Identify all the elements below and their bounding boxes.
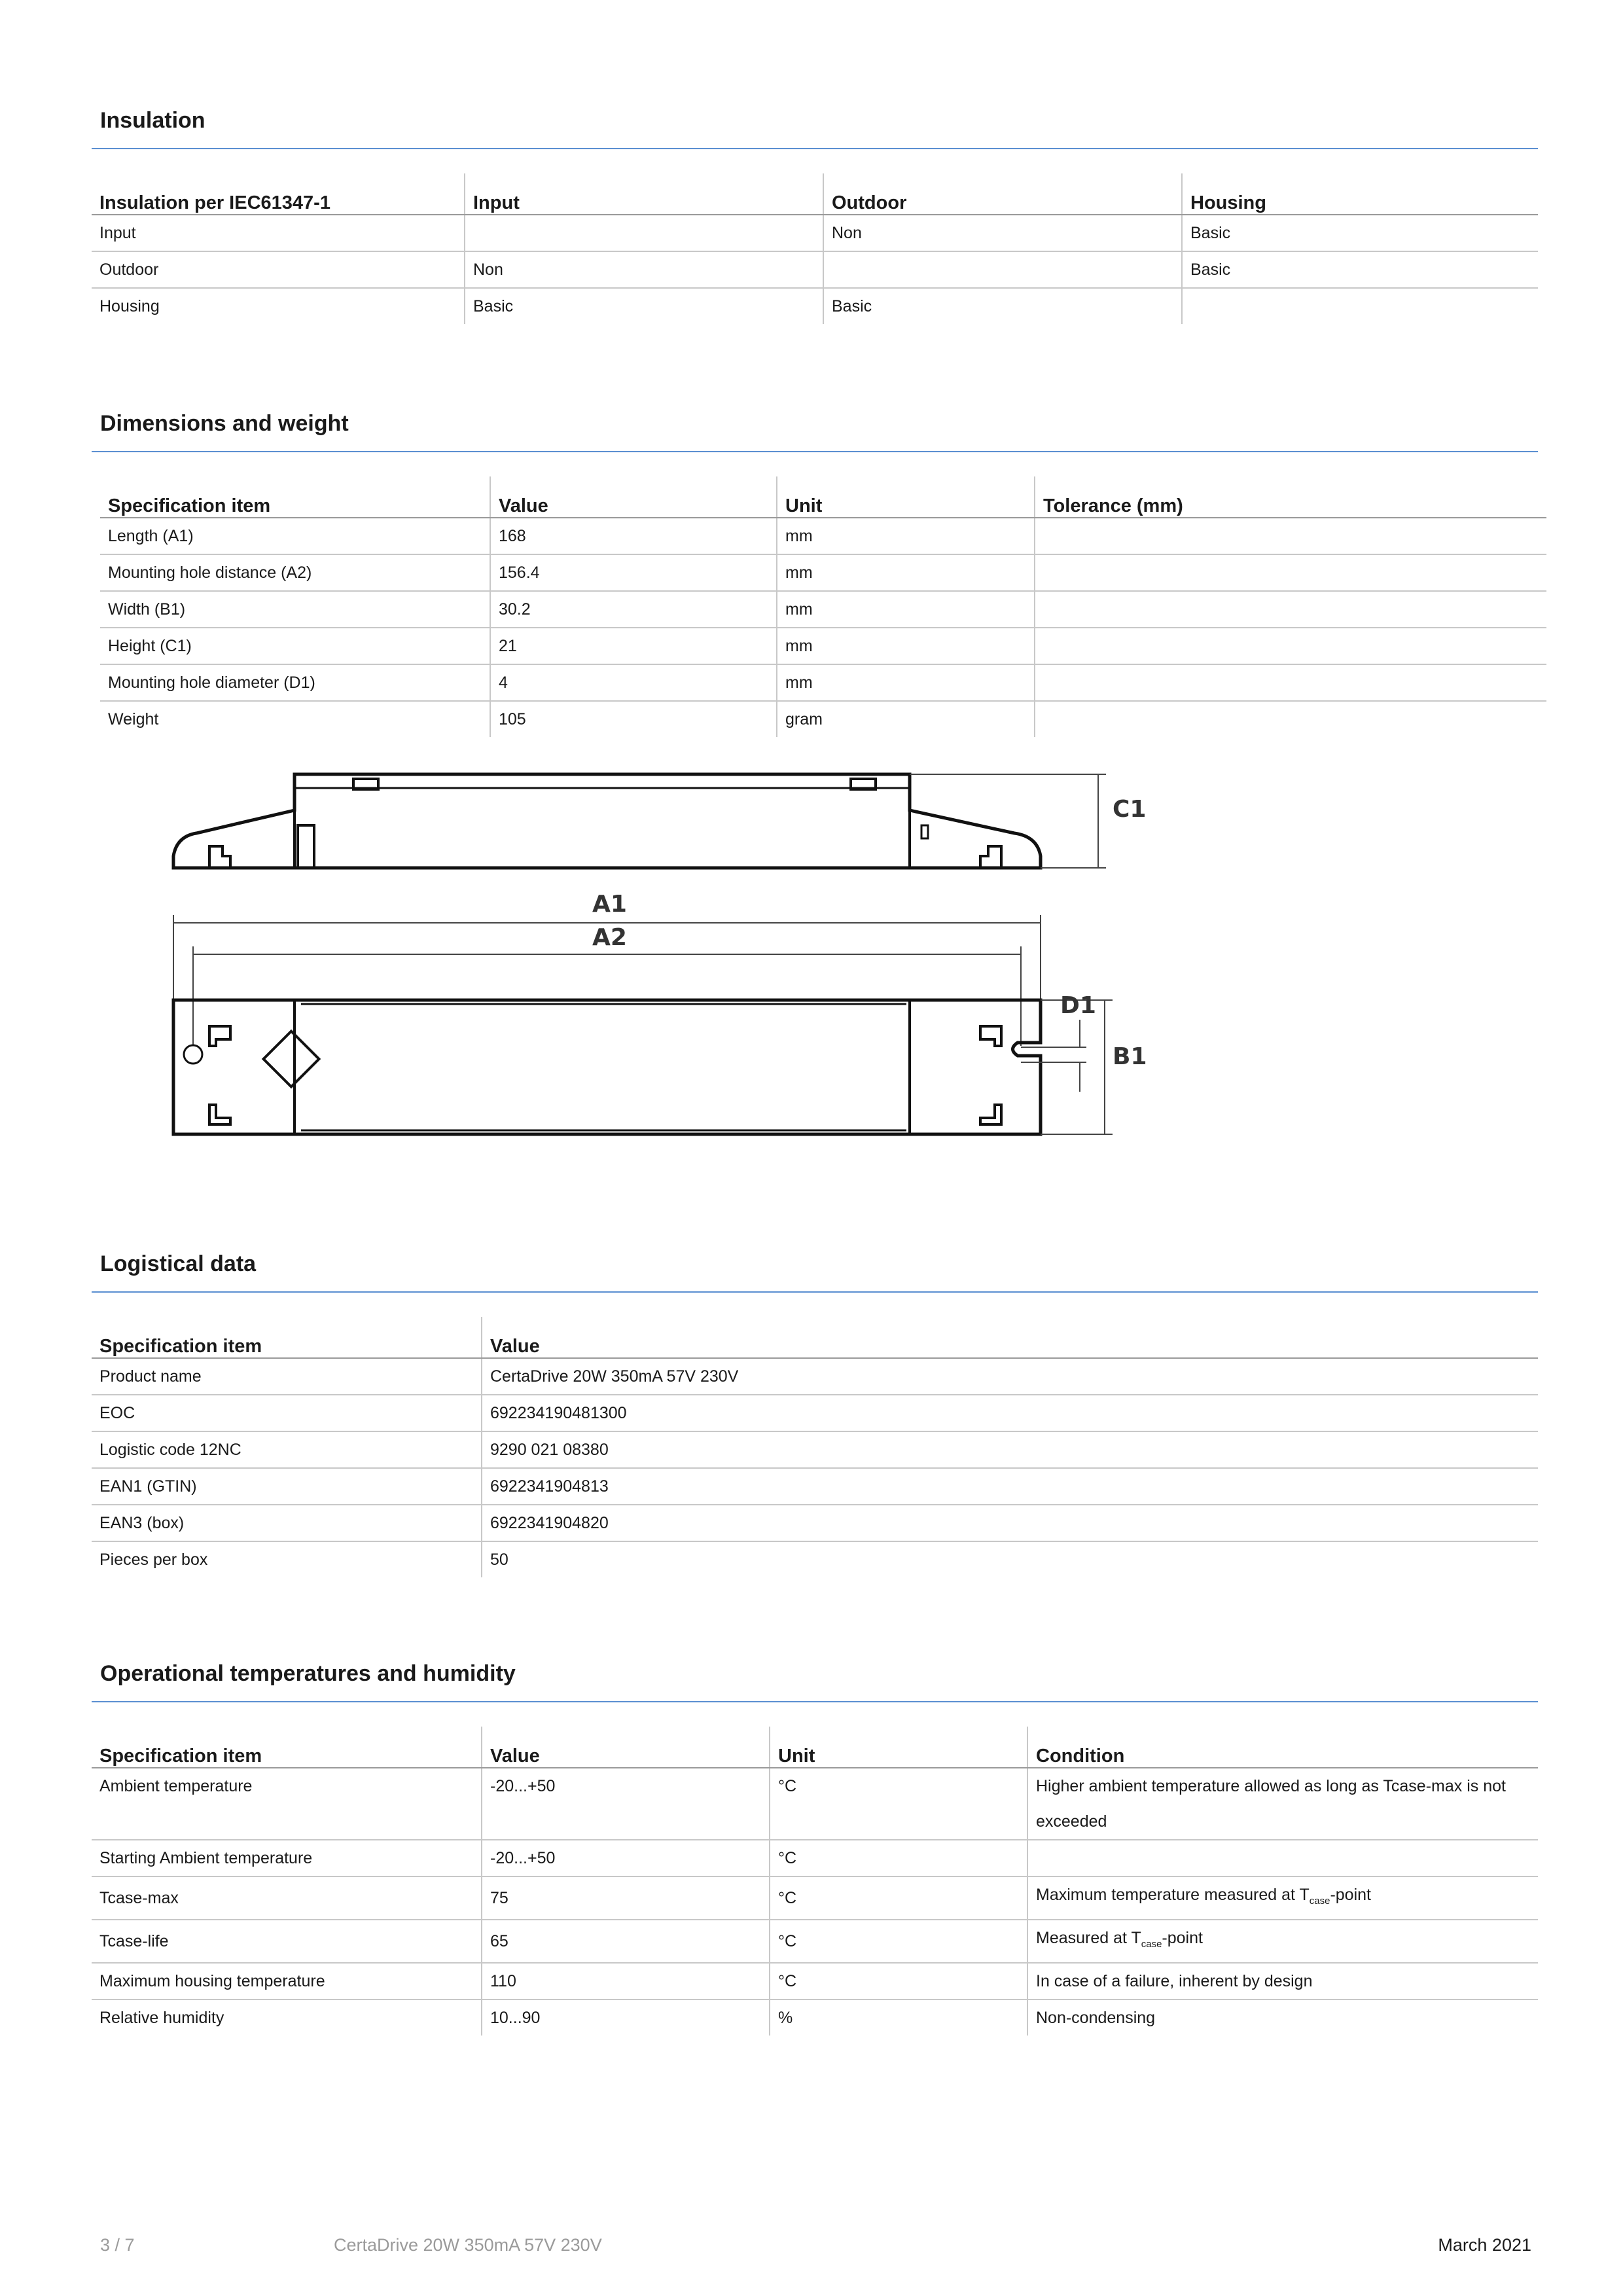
table-cell: Tcase-max bbox=[92, 1876, 482, 1920]
condition-prefix: Measured at T bbox=[1036, 1929, 1141, 1947]
operational-table bbox=[92, 1727, 1538, 2036]
section-title: Dimensions and weight bbox=[92, 411, 1538, 452]
table-row bbox=[92, 1920, 1538, 1963]
table-row bbox=[100, 591, 1546, 628]
column-header: Unit bbox=[777, 476, 1035, 518]
table-row bbox=[92, 1468, 1538, 1505]
column-header: Value bbox=[490, 476, 777, 518]
table-row bbox=[100, 664, 1546, 701]
table-cell bbox=[823, 251, 1182, 288]
table-cell bbox=[1035, 701, 1546, 737]
condition-subscript: case bbox=[1309, 1895, 1330, 1907]
column-header: Tolerance (mm) bbox=[1035, 476, 1546, 518]
table-cell: 50 bbox=[482, 1541, 1538, 1577]
table-cell: Height (C1) bbox=[100, 628, 490, 664]
a1-label: A1 bbox=[592, 891, 627, 918]
table-cell: mm bbox=[777, 554, 1035, 591]
table-cell: 6922341904813 bbox=[482, 1468, 1538, 1505]
table-cell: 156.4 bbox=[490, 554, 777, 591]
table-row bbox=[100, 628, 1546, 664]
table-cell: Mounting hole distance (A2) bbox=[100, 554, 490, 591]
table-cell: Mounting hole diameter (D1) bbox=[100, 664, 490, 701]
c1-label: C1 bbox=[1113, 796, 1147, 823]
table-cell: °C bbox=[770, 1920, 1027, 1963]
table-cell: Non bbox=[465, 251, 823, 288]
table-row bbox=[92, 1541, 1538, 1577]
table-cell: Basic bbox=[823, 288, 1182, 324]
table-cell: °C bbox=[770, 1768, 1027, 1840]
section-title: Insulation bbox=[92, 108, 1538, 149]
table-cell: Outdoor bbox=[92, 251, 465, 288]
table-row bbox=[92, 1431, 1538, 1468]
table-row bbox=[92, 1358, 1538, 1395]
table-cell: Non bbox=[823, 215, 1182, 251]
table-cell: In case of a failure, inherent by design bbox=[1027, 1963, 1538, 2000]
table-cell bbox=[1035, 664, 1546, 701]
table-cell: EOC bbox=[92, 1395, 482, 1431]
table-cell: 75 bbox=[482, 1876, 770, 1920]
insulation-table bbox=[92, 173, 1538, 324]
table-cell: 9290 021 08380 bbox=[482, 1431, 1538, 1468]
table-cell: CertaDrive 20W 350mA 57V 230V bbox=[482, 1358, 1538, 1395]
table-cell: mm bbox=[777, 664, 1035, 701]
table-row bbox=[92, 1505, 1538, 1541]
table-row bbox=[100, 554, 1546, 591]
table-cell bbox=[1027, 1876, 1538, 1920]
condition-suffix: -point bbox=[1330, 1886, 1371, 1904]
table-cell: Starting Ambient temperature bbox=[92, 1840, 482, 1876]
table-row bbox=[92, 288, 1538, 324]
table-cell: Pieces per box bbox=[99, 1551, 208, 1569]
table-cell: EAN1 (GTIN) bbox=[92, 1468, 482, 1505]
column-header: Value bbox=[482, 1727, 770, 1768]
table-row bbox=[92, 2000, 1538, 2036]
table-cell bbox=[1035, 518, 1546, 554]
table-row bbox=[92, 251, 1538, 288]
footer-product-name: CertaDrive 20W 350mA 57V 230V bbox=[334, 2235, 602, 2255]
table-cell: 105 bbox=[490, 701, 777, 737]
table-cell: 6922341904820 bbox=[482, 1505, 1538, 1541]
table-cell bbox=[1182, 288, 1538, 324]
dimension-drawing bbox=[170, 751, 1152, 1144]
b1-label: B1 bbox=[1113, 1043, 1147, 1070]
table-cell: °C bbox=[770, 1876, 1027, 1920]
table-cell: 692234190481300 bbox=[482, 1395, 1538, 1431]
table-row bbox=[92, 1768, 1538, 1840]
section-title: Logistical data bbox=[92, 1251, 1538, 1293]
table-cell: 21 bbox=[490, 628, 777, 664]
table-cell: Tcase-life bbox=[92, 1920, 482, 1963]
table-cell: Housing bbox=[99, 297, 160, 315]
table-cell bbox=[1035, 628, 1546, 664]
table-cell bbox=[1035, 554, 1546, 591]
table-cell: % bbox=[770, 2000, 1027, 2036]
logistical-table bbox=[92, 1317, 1538, 1577]
table-cell: Basic bbox=[465, 288, 823, 324]
table-cell: -20...+50 bbox=[482, 1840, 770, 1876]
logistical-section bbox=[92, 1251, 1538, 1293]
table-cell: 110 bbox=[482, 1963, 770, 2000]
column-header: Insulation per IEC61347-1 bbox=[92, 173, 465, 215]
insulation-section bbox=[92, 108, 1538, 149]
table-header-row bbox=[92, 1727, 1538, 1768]
condition-suffix: -point bbox=[1162, 1929, 1203, 1947]
table-cell: EAN3 (box) bbox=[92, 1505, 482, 1541]
table-cell: Higher ambient temperature allowed as long as Tcase-max is not exceeded bbox=[1027, 1768, 1538, 1840]
table-cell: 30.2 bbox=[490, 591, 777, 628]
table-cell: Non-condensing bbox=[1027, 2000, 1538, 2036]
table-cell: Basic bbox=[1182, 251, 1538, 288]
condition-subscript: case bbox=[1141, 1939, 1162, 1950]
table-cell: mm bbox=[777, 591, 1035, 628]
column-header: Unit bbox=[770, 1727, 1027, 1768]
table-cell: °C bbox=[770, 1840, 1027, 1876]
table-row bbox=[92, 1963, 1538, 2000]
table-cell: mm bbox=[777, 628, 1035, 664]
table-row bbox=[92, 1876, 1538, 1920]
d1-label: D1 bbox=[1060, 992, 1096, 1019]
table-cell: °C bbox=[770, 1963, 1027, 2000]
column-header: Specification item bbox=[92, 1727, 482, 1768]
table-cell: Product name bbox=[92, 1358, 482, 1395]
dimensions-table bbox=[100, 476, 1546, 737]
table-cell bbox=[1027, 1840, 1538, 1876]
column-header: Specification item bbox=[100, 476, 490, 518]
table-cell: Input bbox=[92, 215, 465, 251]
table-cell: mm bbox=[777, 518, 1035, 554]
table-cell: Maximum housing temperature bbox=[92, 1963, 482, 2000]
section-title: Operational temperatures and humidity bbox=[92, 1661, 1538, 1702]
column-header: Specification item bbox=[92, 1317, 482, 1358]
table-row bbox=[92, 1395, 1538, 1431]
table-cell: Length (A1) bbox=[100, 518, 490, 554]
page-number: 3 / 7 bbox=[100, 2235, 135, 2255]
table-cell: Width (B1) bbox=[100, 591, 490, 628]
a2-label: A2 bbox=[592, 924, 627, 951]
table-row bbox=[92, 1840, 1538, 1876]
table-cell bbox=[1027, 1920, 1538, 1963]
table-cell: 65 bbox=[482, 1920, 770, 1963]
table-cell: Basic bbox=[1182, 215, 1538, 251]
table-header-row bbox=[92, 173, 1538, 215]
operational-section bbox=[92, 1661, 1538, 1702]
table-cell: gram bbox=[777, 701, 1035, 737]
table-header-row bbox=[92, 1317, 1538, 1358]
table-cell: 4 bbox=[490, 664, 777, 701]
table-cell: 168 bbox=[490, 518, 777, 554]
table-row bbox=[92, 215, 1538, 251]
dimensions-section bbox=[92, 411, 1538, 452]
column-header: Input bbox=[465, 173, 823, 215]
table-cell: Logistic code 12NC bbox=[92, 1431, 482, 1468]
table-cell bbox=[465, 215, 823, 251]
column-header: Condition bbox=[1027, 1727, 1538, 1768]
table-row bbox=[100, 518, 1546, 554]
condition-prefix: Maximum temperature measured at T bbox=[1036, 1886, 1310, 1904]
table-cell: -20...+50 bbox=[482, 1768, 770, 1840]
table-row bbox=[100, 701, 1546, 737]
table-cell: Relative humidity bbox=[99, 2009, 224, 2027]
column-header: Outdoor bbox=[823, 173, 1182, 215]
table-cell: Weight bbox=[108, 710, 159, 728]
table-header-row bbox=[100, 476, 1546, 518]
footer-date: March 2021 bbox=[1438, 2235, 1531, 2255]
column-header: Value bbox=[482, 1317, 1538, 1358]
table-cell: Ambient temperature bbox=[92, 1768, 482, 1840]
table-cell: 10...90 bbox=[482, 2000, 770, 2036]
column-header: Housing bbox=[1182, 173, 1538, 215]
table-cell bbox=[1035, 591, 1546, 628]
